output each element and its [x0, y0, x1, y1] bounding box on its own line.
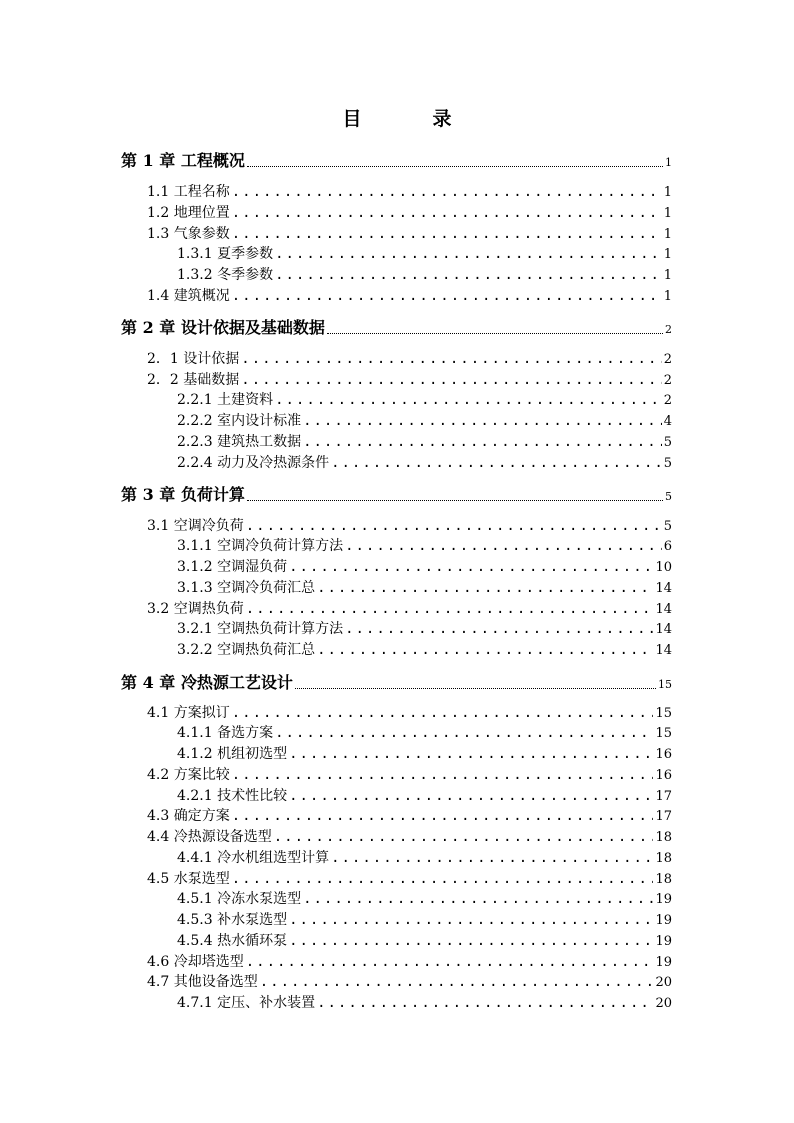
dot-leader — [289, 746, 653, 762]
dot-leader — [260, 974, 654, 990]
toc-entry-label: 第 3 章 负荷计算 — [121, 485, 245, 504]
dot-leader — [232, 767, 654, 783]
dot-leader — [289, 788, 653, 804]
toc-page-number: 20 — [655, 975, 672, 990]
toc-section-entry[interactable] — [147, 951, 672, 971]
toc-subsection-entry[interactable] — [177, 743, 672, 763]
dot-leader — [275, 267, 662, 283]
toc-entry-label: 4.5 水泵选型 — [147, 871, 230, 887]
toc-page-number: 5 — [663, 435, 672, 450]
dot-leader — [274, 829, 654, 845]
toc-entry-label: 3.1.3 空调冷负荷汇总 — [177, 580, 316, 596]
toc-subsection-entry[interactable] — [177, 577, 672, 597]
toc-subsection-entry[interactable] — [177, 992, 672, 1012]
toc-entry-label: 4.4 冷热源设备选型 — [147, 829, 272, 845]
dot-leader — [241, 351, 661, 367]
toc-subsection-entry[interactable] — [177, 639, 672, 659]
toc-page-number: 1 — [663, 247, 672, 262]
dot-leader — [232, 705, 654, 721]
dot-leader — [331, 850, 653, 866]
toc-page-number: 1 — [663, 185, 672, 200]
toc-page-number: 18 — [655, 830, 672, 845]
dot-leader — [246, 954, 654, 970]
toc-section-entry[interactable] — [147, 515, 672, 535]
toc-page-number: 4 — [663, 414, 672, 429]
toc-page-number: 5 — [665, 490, 672, 503]
toc-page-number: 19 — [655, 892, 672, 907]
dot-leader — [303, 891, 653, 907]
toc-subsection-entry[interactable] — [177, 888, 672, 908]
toc-page-number: 15 — [655, 726, 672, 741]
dot-leader — [317, 995, 653, 1011]
toc-entry-label: 4.4.1 冷水机组选型计算 — [177, 850, 330, 866]
dot-leader — [303, 434, 662, 450]
toc-section-entry[interactable] — [147, 348, 672, 368]
dot-leader — [317, 642, 653, 658]
toc-section-entry[interactable] — [147, 868, 672, 888]
toc-page-number: 19 — [655, 913, 672, 928]
dot-leader — [247, 166, 663, 167]
toc-entry-label: 第 4 章 冷热源工艺设计 — [121, 673, 293, 692]
toc-subsection-entry[interactable] — [177, 722, 672, 742]
toc-section-entry[interactable] — [147, 369, 672, 389]
toc-page-number: 2 — [663, 352, 672, 367]
toc-entry-label: 4.1.2 机组初选型 — [177, 746, 288, 762]
dot-leader — [232, 288, 662, 304]
toc-page-number: 5 — [663, 519, 672, 534]
toc-subsection-entry[interactable] — [177, 618, 672, 638]
toc-entry-label: 第 1 章 工程概况 — [121, 151, 245, 170]
toc-entry-label: 4.5.4 热水循环泵 — [177, 933, 288, 949]
toc-page-number: 15 — [658, 678, 672, 691]
dot-leader — [232, 205, 662, 221]
toc-entry-label: 4.2.1 技术性比较 — [177, 788, 288, 804]
dot-leader — [303, 413, 662, 429]
toc-entry-label: 3.2.2 空调热负荷汇总 — [177, 642, 316, 658]
dot-leader — [331, 455, 662, 471]
toc-entry-label: 2.2.4 动力及冷热源条件 — [177, 455, 330, 471]
toc-subsection-entry[interactable] — [177, 785, 672, 805]
toc-chapter-entry[interactable] — [121, 482, 672, 505]
toc-entry-label: 1.1 工程名称 — [147, 184, 230, 200]
toc-entry-label: 2．1 设计依据 — [147, 351, 240, 367]
toc-entry-label: 3.2 空调热负荷 — [147, 601, 244, 617]
dot-leader — [345, 538, 662, 554]
toc-page-number: 17 — [655, 789, 672, 804]
toc-entry-label: 4.3 确定方案 — [147, 808, 230, 824]
toc-section-entry[interactable] — [147, 805, 672, 825]
toc-entry-label: 4.5.1 冷冻水泵选型 — [177, 891, 302, 907]
toc-entry-label: 2.2.2 室内设计标准 — [177, 413, 302, 429]
dot-leader — [246, 518, 662, 534]
toc-chapter-entry[interactable] — [121, 670, 672, 693]
toc-page-number: 1 — [665, 156, 672, 169]
dot-leader — [327, 333, 663, 334]
toc-entry-label: 4.6 冷却塔选型 — [147, 954, 244, 970]
dot-leader — [289, 912, 653, 928]
toc-page-number: 16 — [655, 747, 672, 762]
toc-page-number: 1 — [663, 289, 672, 304]
toc-section-entry[interactable] — [147, 702, 672, 722]
dot-leader — [289, 933, 653, 949]
toc-subsection-entry[interactable] — [177, 452, 672, 472]
toc-page-number: 17 — [655, 809, 672, 824]
toc-page-number: 5 — [663, 456, 672, 471]
toc-page-number: 18 — [655, 872, 672, 887]
dot-leader — [345, 621, 653, 637]
toc-title: 目 录 — [342, 108, 478, 130]
dot-leader — [275, 392, 662, 408]
toc-subsection-entry[interactable] — [177, 535, 672, 555]
toc-subsection-entry[interactable] — [177, 264, 672, 284]
dot-leader — [232, 808, 654, 824]
toc-section-entry[interactable] — [147, 285, 672, 305]
dot-leader — [232, 226, 662, 242]
toc-entry-label: 4.7.1 定压、补水装置 — [177, 995, 316, 1011]
toc-subsection-entry[interactable] — [177, 410, 672, 430]
dot-leader — [289, 559, 653, 575]
toc-section-entry[interactable] — [147, 181, 672, 201]
dot-leader — [295, 688, 656, 689]
dot-leader — [241, 372, 661, 388]
toc-subsection-entry[interactable] — [177, 431, 672, 451]
toc-section-entry[interactable] — [147, 764, 672, 784]
toc-entry-label: 3.1 空调冷负荷 — [147, 518, 244, 534]
toc-entry-label: 1.4 建筑概况 — [147, 288, 230, 304]
toc-section-entry[interactable] — [147, 223, 672, 243]
toc-entry-label: 2．2 基础数据 — [147, 372, 240, 388]
toc-entry-label: 1.2 地理位置 — [147, 205, 230, 221]
toc-entry-label: 4.7 其他设备选型 — [147, 974, 258, 990]
toc-page-number: 16 — [655, 768, 672, 783]
dot-leader — [275, 246, 662, 262]
toc-page-number: 2 — [665, 323, 672, 336]
toc-page-number: 2 — [663, 393, 672, 408]
toc-entry-label: 1.3.2 冬季参数 — [177, 267, 274, 283]
toc-chapter-entry[interactable] — [121, 315, 672, 338]
toc-subsection-entry[interactable] — [177, 243, 672, 263]
toc-section-entry[interactable] — [147, 202, 672, 222]
dot-leader — [247, 500, 663, 501]
toc-subsection-entry[interactable] — [177, 556, 672, 576]
dot-leader — [232, 871, 654, 887]
dot-leader — [246, 601, 654, 617]
toc-entry-label: 2.2.1 土建资料 — [177, 392, 274, 408]
toc-page-number: 1 — [663, 268, 672, 283]
toc-page-number: 14 — [655, 581, 672, 596]
toc-page-number: 1 — [663, 206, 672, 221]
toc-entry-label: 2.2.3 建筑热工数据 — [177, 434, 302, 450]
toc-entry-label: 第 2 章 设计依据及基础数据 — [121, 318, 325, 337]
toc-entry-label: 1.3.1 夏季参数 — [177, 246, 274, 262]
toc-page-number: 15 — [655, 706, 672, 721]
dot-leader — [317, 580, 653, 596]
toc-chapter-entry[interactable] — [121, 148, 672, 171]
toc-page-number: 14 — [655, 622, 672, 637]
toc-subsection-entry[interactable] — [177, 930, 672, 950]
toc-entry-label: 4.1 方案拟订 — [147, 705, 230, 721]
toc-page-number: 14 — [655, 602, 672, 617]
toc-entry-label: 4.1.1 备选方案 — [177, 725, 274, 741]
toc-page-number: 20 — [655, 996, 672, 1011]
toc-section-entry[interactable] — [147, 598, 672, 618]
dot-leader — [232, 184, 662, 200]
toc-entry-label: 4.2 方案比较 — [147, 767, 230, 783]
toc-subsection-entry[interactable] — [177, 909, 672, 929]
toc-page-number: 6 — [663, 539, 672, 554]
toc-page-number: 10 — [655, 560, 672, 575]
toc-entry-label: 3.1.1 空调冷负荷计算方法 — [177, 538, 344, 554]
toc-section-entry[interactable] — [147, 826, 672, 846]
toc-page-number: 19 — [655, 934, 672, 949]
toc-entry-label: 4.5.3 补水泵选型 — [177, 912, 288, 928]
dot-leader — [275, 725, 653, 741]
toc-page-number: 19 — [655, 955, 672, 970]
toc-page-number: 14 — [655, 643, 672, 658]
toc-entry-label: 3.1.2 空调湿负荷 — [177, 559, 288, 575]
toc-entry-label: 3.2.1 空调热负荷计算方法 — [177, 621, 344, 637]
toc-page-number: 2 — [663, 373, 672, 388]
toc-subsection-entry[interactable] — [177, 847, 672, 867]
toc-entry-label: 1.3 气象参数 — [147, 226, 230, 242]
toc-page-number: 1 — [663, 227, 672, 242]
toc-section-entry[interactable] — [147, 971, 672, 991]
toc-page-number: 18 — [655, 851, 672, 866]
toc-subsection-entry[interactable] — [177, 389, 672, 409]
